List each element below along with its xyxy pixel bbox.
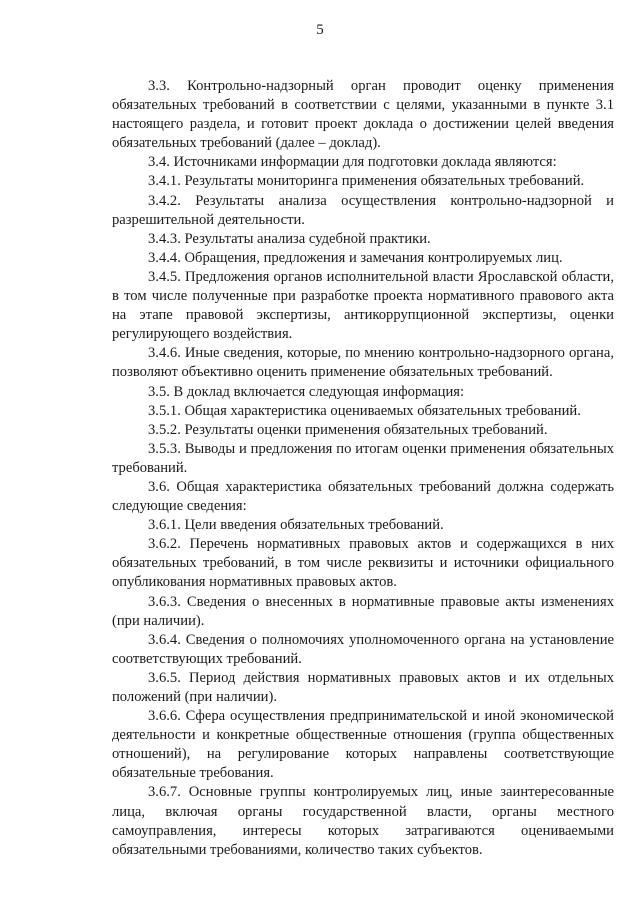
- paragraph-3-6-2: 3.6.2. Перечень нормативных правовых актов и содержащихся в них обязательных требований, в том числе реквизиты и источники официального опубликования нормативных правовых актов.: [112, 536, 614, 591]
- paragraph-3-4-6: 3.4.6. Иные сведения, которые, по мнению контрольно-надзорного органа, позволяют объективно оценить применение обязательных требований.: [112, 345, 614, 381]
- paragraph-3-6-6: 3.6.6. Сфера осуществления предпринимательской и иной экономической деятельности и конкретные общественные отношения (группа общественных отношений), на регулирование которых направлены соответствующие обязательные требования.: [112, 708, 614, 782]
- document-body: [112, 77, 614, 860]
- paragraph-3-6: 3.6. Общая характеристика обязательных требований должна содержать следующие сведения:: [112, 478, 614, 515]
- paragraph-3-5-3: 3.5.3. Выводы и предложения по итогам оценки применения обязательных требований.: [112, 440, 614, 476]
- paragraph-3-4: 3.4. Источниками информации для подготовки доклада являются:: [148, 154, 557, 171]
- paragraph-3-6-7: 3.6.7. Основные группы контролируемых лиц, иные заинтересованные лица, включая органы государственной власти, органы местного самоуправления, интересы которых затрагиваются оцениваемыми обязательными требованиями, количество таких субъектов.: [112, 784, 614, 858]
- paragraph-3-5-2: 3.5.2. Результаты оценки применения обязательных требований.: [148, 421, 548, 438]
- paragraph-3-4-5: 3.4.5. Предложения органов исполнительной власти Ярославской области, в том числе полученные при разработке проекта нормативного правового акта на этапе правовой экспертизы, антикоррупционной экспертизы, оценки регулирующего воздействия.: [112, 268, 614, 343]
- paragraph-3-5-1: 3.5.1. Общая характеристика оцениваемых обязательных требований.: [148, 402, 581, 419]
- paragraph-3-6-4: 3.6.4. Сведения о полномочиях уполномоченного органа на установление соответствующих требований.: [112, 631, 614, 667]
- paragraph-3-4-2: 3.4.2. Результаты анализа осуществления контрольно-надзорной и разрешительной деятельности.: [112, 192, 614, 228]
- paragraph-3-4-4: 3.4.4. Обращения, предложения и замечания контролируемых лиц.: [148, 249, 563, 266]
- paragraph-3-6-1: 3.6.1. Цели введения обязательных требований.: [148, 517, 444, 534]
- paragraph-3-5: 3.5. В доклад включается следующая информация:: [148, 383, 465, 400]
- paragraph-3-4-1: 3.4.1. Результаты мониторинга применения обязательных требований.: [148, 173, 585, 190]
- paragraph-3-6-5: 3.6.5. Период действия нормативных правовых актов и их отдельных положений (при наличии).: [112, 669, 614, 705]
- paragraph-3-4-3: 3.4.3. Результаты анализа судебной практики.: [148, 230, 431, 247]
- page-number: 5: [316, 22, 324, 38]
- paragraph-3-3: 3.3. Контрольно-надзорный орган проводит оценку применения обязательных требований в соответствии с целями, указанными в пункте 3.1 настоящего раздела, и готовит проект доклада о достижении целей введения обязательных требований (далее – доклад).: [112, 78, 614, 152]
- paragraph-3-6-3: 3.6.3. Сведения о внесенных в нормативные правовые акты изменениях (при наличии).: [112, 593, 614, 629]
